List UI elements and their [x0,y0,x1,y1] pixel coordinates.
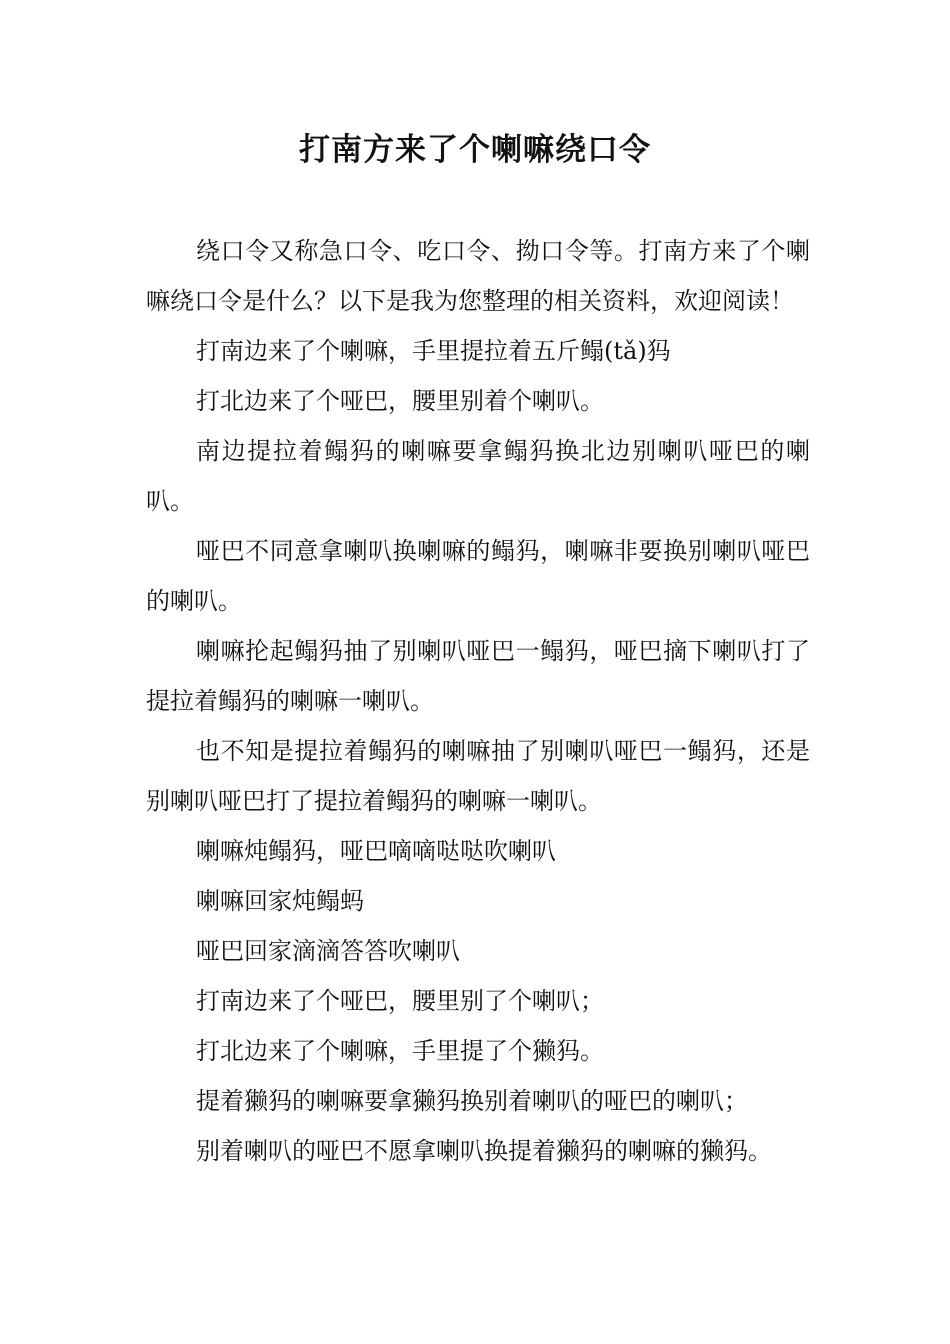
paragraph: 喇嘛炖鳎犸，哑巴嘀嘀哒哒吹喇叭 [196,837,556,865]
paragraph: 打南边来了个喇嘛，手里提拉着五斤鳎(tǎ)犸 [196,337,671,365]
paragraph: 别着喇叭的哑巴不愿拿喇叭换提着獭犸的喇嘛的獭犸。 [196,1137,772,1165]
paragraph: 哑巴回家滴滴答答吹喇叭 [196,937,460,965]
paragraph: 喇嘛回家炖鳎蚂 [196,887,364,915]
paragraph: 哑巴不同意拿喇叭换喇嘛的鳎犸，喇嘛非要换别喇叭哑巴的喇叭。 [146,537,810,615]
paragraph: 南边提拉着鳎犸的喇嘛要拿鳎犸换北边别喇叭哑巴的喇叭。 [146,437,810,515]
paragraph: 打北边来了个哑巴，腰里别着个喇叭。 [196,387,604,415]
paragraph-intro: 绕口令又称急口令、吃口令、拗口令等。打南方来了个喇嘛绕口令是什么？以下是我为您整理的相关资料，欢迎阅读！ [146,237,810,315]
paragraph: 打北边来了个喇嘛，手里提了个獭犸。 [196,1037,604,1065]
document-title: 打南方来了个喇嘛绕口令 [299,132,651,168]
paragraph: 喇嘛抡起鳎犸抽了别喇叭哑巴一鳎犸，哑巴摘下喇叭打了提拉着鳎犸的喇嘛一喇叭。 [146,637,810,715]
paragraph: 也不知是提拉着鳎犸的喇嘛抽了别喇叭哑巴一鳎犸，还是别喇叭哑巴打了提拉着鳎犸的喇嘛一喇叭。 [146,737,810,815]
paragraph: 提着獭犸的喇嘛要拿獭犸换别着喇叭的哑巴的喇叭； [196,1087,748,1115]
paragraph: 打南边来了个哑巴，腰里别了个喇叭； [196,987,604,1015]
document-body [146,226,810,1176]
